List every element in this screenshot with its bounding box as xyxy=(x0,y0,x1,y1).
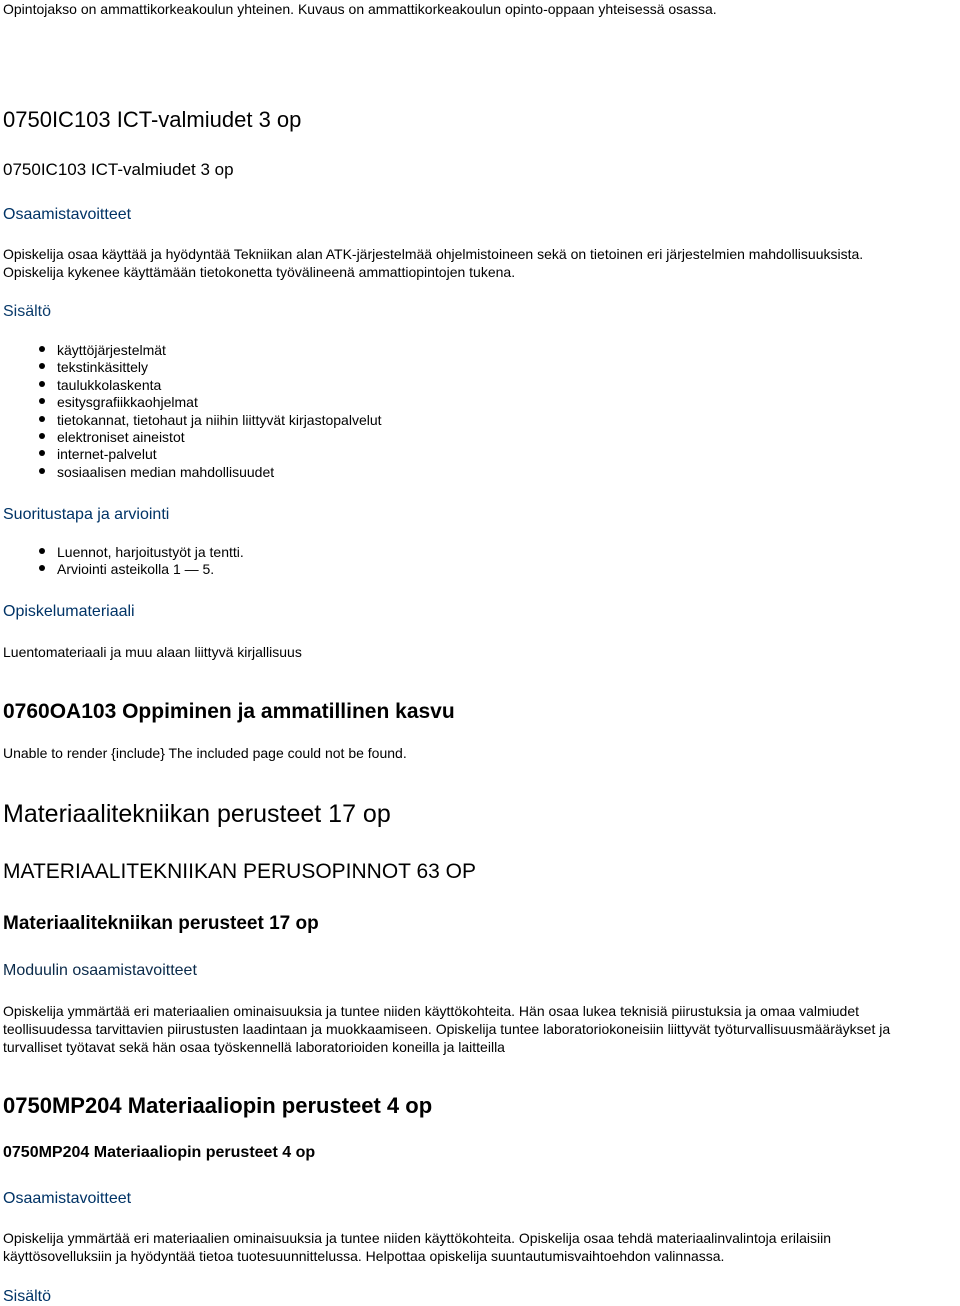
bullet-icon xyxy=(39,346,45,352)
course1-goals-line2: Opiskelija kykenee käyttämään tietokonetta työvälineenä ammattiopintojen tukena. xyxy=(3,264,516,280)
list-item: tietokannat, tietohaut ja niihin liittyvät kirjastopalvelut xyxy=(28,412,382,429)
list-item: Arviointi asteikolla 1 — 5. xyxy=(28,561,244,578)
list-item: elektroniset aineistot xyxy=(28,429,382,446)
bullet-icon xyxy=(39,433,45,439)
course1-goals-title: Osaamistavoitteet xyxy=(3,206,132,223)
list-item: sosiaalisen median mahdollisuudet xyxy=(28,464,382,481)
bullet-icon xyxy=(39,468,45,474)
course3-goals-line1: Opiskelija ymmärtää eri materiaalien ominaisuuksia ja tuntee niiden käyttökohteita. Opiskelija osaa tehdä materiaalinvalintoja erilaisiin xyxy=(3,1230,831,1246)
bullet-icon xyxy=(39,398,45,404)
course3-heading: 0750MP204 Materiaaliopin perusteet 4 op xyxy=(3,1093,433,1118)
course1-assessment-list xyxy=(28,544,244,579)
list-item: käyttöjärjestelmät xyxy=(28,342,382,359)
course1-subheading: 0750IC103 ICT-valmiudet 3 op xyxy=(3,160,234,179)
bullet-icon xyxy=(39,565,45,571)
module-goals-line1: Opiskelija ymmärtää eri materiaalien ominaisuuksia ja tuntee niiden käyttökohteita. Hän osaa lukea teknisiä piirustuksia ja omaa valmiudet xyxy=(3,1003,859,1019)
course1-assessment-title: Suoritustapa ja arviointi xyxy=(3,506,170,523)
list-item: tekstinkäsittely xyxy=(28,359,382,376)
list-item: taulukkolaskenta xyxy=(28,377,382,394)
bullet-icon xyxy=(39,450,45,456)
module-heading: Materiaalitekniikan perusteet 17 op xyxy=(3,913,319,934)
course1-goals-line1: Opiskelija osaa käyttää ja hyödyntää Tekniikan alan ATK-järjestelmää ohjelmistoineen sekä on tietoinen eri järjestelmien mahdollisuuksista. xyxy=(3,246,864,262)
bullet-icon xyxy=(39,548,45,554)
module-goals-title: Moduulin osaamistavoitteet xyxy=(3,962,197,979)
studies-heading: MATERIAALITEKNIIKAN PERUSOPINNOT 63 OP xyxy=(3,860,477,883)
list-item: Luennot, harjoitustyöt ja tentti. xyxy=(28,544,244,561)
course2-error-text: Unable to render {include} The included page could not be found. xyxy=(3,745,407,761)
course1-material-title: Opiskelumateriaali xyxy=(3,603,135,620)
course2-heading: 0760OA103 Oppiminen ja ammatillinen kasvu xyxy=(3,700,455,723)
course3-goals-line2: käyttösovelluksiin ja hyödyntää tietoa tuotesuunnittelussa. Helpottaa opiskelija suuntautumisvaihtoehdon valinnassa. xyxy=(3,1248,725,1264)
intro-text: Opintojakso on ammattikorkeakoulun yhteinen. Kuvaus on ammattikorkeakoulun opinto-oppaan yhteisessä osassa. xyxy=(3,1,717,17)
bullet-icon xyxy=(39,416,45,422)
bullet-icon xyxy=(39,381,45,387)
list-item: esitysgrafiikkaohjelmat xyxy=(28,394,382,411)
course3-subheading: 0750MP204 Materiaaliopin perusteet 4 op xyxy=(3,1144,316,1161)
course3-goals-title: Osaamistavoitteet xyxy=(3,1190,132,1207)
course1-content-title: Sisältö xyxy=(3,303,52,320)
course1-content-list xyxy=(28,342,382,481)
course1-heading: 0750IC103 ICT-valmiudet 3 op xyxy=(3,107,302,132)
bullet-icon xyxy=(39,363,45,369)
list-item: internet-palvelut xyxy=(28,446,382,463)
course1-material-text: Luentomateriaali ja muu alaan liittyvä kirjallisuus xyxy=(3,644,302,660)
module-goals-line3: turvalliset työtavat sekä hän osaa työskennellä laboratorioiden koneilla ja laitteilla xyxy=(3,1039,505,1055)
module-goals-line2: teollisuudessa tarvittavien piirustusten laadintaan ja muokkaamiseen. Opiskelija tuntee laboratoriokoneisiin liittyvät työturvallisuusmääräykset ja xyxy=(3,1021,891,1037)
section-heading: Materiaalitekniikan perusteet 17 op xyxy=(3,800,391,828)
course3-content-title: Sisältö xyxy=(3,1288,52,1305)
